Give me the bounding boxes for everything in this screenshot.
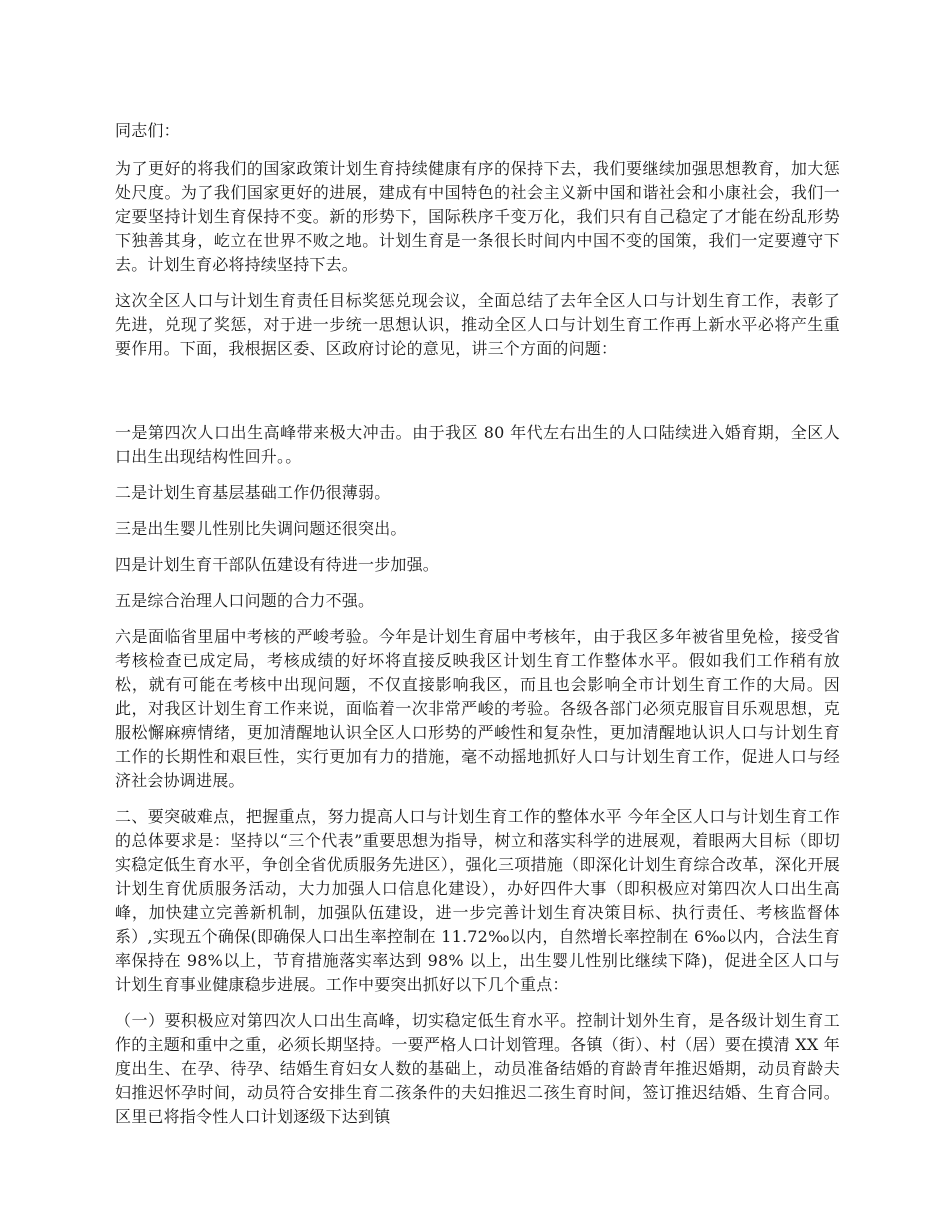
paragraph: （一）要积极应对第四次人口出生高峰，切实稳定低生育水平。控制计划外生育，是各级计划生育工作的主题和重中之重，必须长期坚持。一要严格人口计划管理。各镇（街）、村（居）要在摸清 XX 年度出生、在孕、待孕、结婚生育妇女人数的基础上，动员准备结婚的育龄青年推迟婚期，动员育龄夫妇推迟怀孕时间，动员符合安排生育二孩条件的夫妇推迟二孩生育时间，签订推迟结婚、生育合同。区里已将指令性人口计划逐级下达到镇 (115, 1011, 840, 1126)
blank-gap (115, 373, 840, 421)
salutation: 同志们： (115, 121, 180, 140)
paragraph: 为了更好的将我们的国家政策计划生育持续健康有序的保持下去，我们要继续加强思想教育，加大惩处尺度。为了我们国家更好的进展，建成有中国特色的社会主义新中国和谐社会和小康社会，我们一定要坚持计划生育保持不变。新的形势下，国际秩序千变万化，我们只有自己稳定了才能在纷乱形势下独善其身，屹立在世界不败之地。计划生育是一条很长时间内中国不变的国策，我们一定要遵守下去。计划生育必将持续坚持下去。 (115, 159, 840, 274)
paragraph: 三是出生婴儿性别比失调问题还很突出。 (115, 519, 407, 538)
paragraph: 二是计划生育基层基础工作仍很薄弱。 (115, 483, 391, 502)
paragraph: 四是计划生育干部队伍建设有待进一步加强。 (115, 555, 440, 574)
paragraph: 一是第四次人口出生高峰带来极大冲击。由于我区 80 年代左右出生的人口陆续进入婚育期，全区人口出生出现结构性回升。。 (115, 423, 840, 466)
paragraph: 这次全区人口与计划生育责任目标奖惩兑现会议，全面总结了去年全区人口与计划生育工作，表彰了先进，兑现了奖惩，对于进一步统一思想认识，推动全区人口与计划生育工作再上新水平必将产生重要作用。下面，我根据区委、区政府讨论的意见，讲三个方面的问题： (115, 291, 840, 358)
paragraph: 五是综合治理人口问题的合力不强。 (115, 591, 375, 610)
document-body (115, 119, 840, 1141)
paragraph: 六是面临省里届中考核的严峻考验。今年是计划生育届中考核年，由于我区多年被省里免检，接受省考核检查已成定局，考核成绩的好坏将直接反映我区计划生育工作整体水平。假如我们工作稍有放松，就有可能在考核中出现问题，不仅直接影响我区，而且也会影响全市计划生育工作的大局。因此，对我区计划生育工作来说，面临着一次非常严峻的考验。各级各部门必须克服盲目乐观思想，克服松懈麻痹情绪，更加清醒地认识全区人口形势的严峻性和复杂性，更加清醒地认识人口与计划生育工作的长期性和艰巨性，实行更加有力的措施，毫不动摇地抓好人口与计划生育工作，促进人口与经济社会协调进展。 (115, 627, 840, 790)
paragraph: 二、要突破难点，把握重点，努力提高人口与计划生育工作的整体水平 今年全区人口与计划生育工作的总体要求是：坚持以“三个代表”重要思想为指导，树立和落实科学的进展观，着眼两大目标（即切实稳定低生育水平，争创全省优质服务先进区），强化三项措施（即深化计划生育综合改革，深化开展计划生育优质服务活动，大力加强人口信息化建设），办好四件大事（即积极应对第四次人口出生高峰，加快建立完善新机制，加强队伍建设，进一步完善计划生育决策目标、执行责任、考核监督体系）,实现五个确保(即确保人口出生率控制在 11.72‰以内，自然增长率控制在 6‰以内，合法生育率保持在 98%以上，节育措施落实率达到 98% 以上，出生婴儿性别比继续下降)，促进全区人口与计划生育事业健康稳步进展。工作中要突出抓好以下几个重点： (115, 807, 840, 994)
